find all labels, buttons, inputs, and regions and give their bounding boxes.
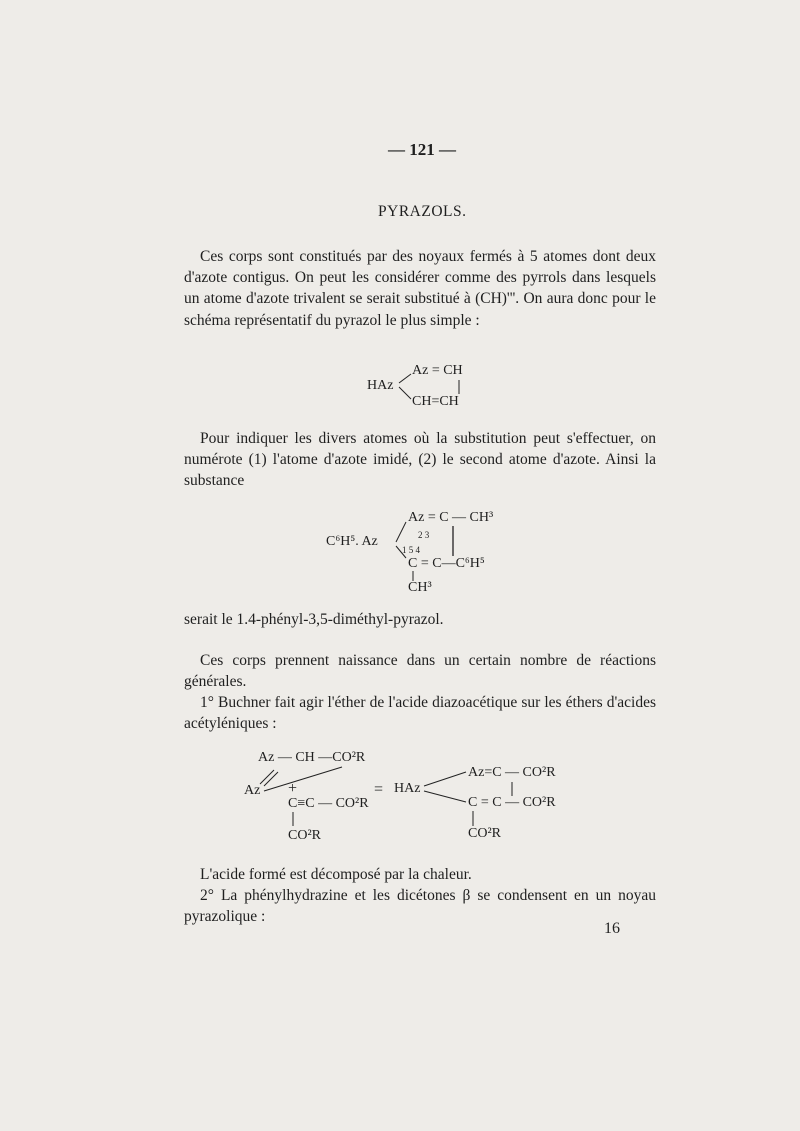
formula1-top: Az = CH	[412, 363, 463, 378]
formula-buchner-reaction	[244, 750, 604, 850]
paragraph-decomposition-text: L'acide formé est décomposé par la chaleur.	[200, 866, 472, 883]
paragraph-decomposition	[184, 864, 656, 885]
formula2-numbers-top: 2 3	[418, 530, 430, 540]
formula3-top-left: Az — CH —CO²R	[258, 750, 366, 765]
formula1-bottom: CH=CH	[412, 394, 459, 409]
formula3-right-sub: CO²R	[468, 826, 501, 841]
signature-mark: 16	[604, 920, 620, 937]
paragraph-numbering-text: Pour indiquer les divers atomes où la substitution peut s'effectuer, on numérote (1) l'atome d'azote imidé, (2) le second atome d'azote. Ainsi la substance	[184, 430, 656, 490]
formula2-bonds	[326, 510, 546, 602]
paragraph-intro	[184, 246, 656, 331]
paragraph-reactions-text: Ces corps prennent naissance dans un certain nombre de réactions générales.	[184, 652, 656, 691]
paragraph-buchner	[184, 692, 656, 734]
formula1-bonds	[365, 363, 485, 415]
paragraph-buchner-text: 1° Buchner fait agir l'éther de l'acide diazoacétique sur les éthers d'acides acétyléniques :	[184, 694, 656, 733]
formula1-left: HAz	[367, 378, 394, 393]
formula2-numbers-bottom: 1 5 4	[402, 545, 420, 555]
formula3-bonds	[244, 750, 604, 850]
formula3-triple: C≡C — CO²R	[288, 796, 369, 811]
formula3-hAz: HAz	[394, 781, 421, 796]
formula2-sub: CH³	[408, 580, 432, 595]
paragraph-reactions	[184, 650, 656, 692]
formula3-right-bottom: C = C — CO²R	[468, 795, 556, 810]
paragraph-numbering	[184, 428, 656, 492]
paragraph-phenylhydrazine-text: 2° La phénylhydrazine et les dicétones β se condensent en un noyau pyrazolique :	[184, 887, 656, 926]
formula2-bottom: C = C—C⁶H⁵	[408, 556, 485, 571]
formula2-left: C⁶H⁵. Az	[326, 534, 378, 549]
formula3-plus: +	[288, 780, 298, 797]
section-title: PYRAZOLS.	[378, 203, 467, 220]
formula-phenyl-dimethyl-pyrazol	[326, 510, 546, 602]
formula3-co2r: CO²R	[288, 828, 321, 843]
page-number: — 121 —	[388, 140, 456, 159]
formula2-top: Az = C — CH³	[408, 510, 494, 525]
formula3-right-top: Az=C — CO²R	[468, 765, 556, 780]
formula3-equals: =	[374, 781, 384, 798]
formula3-az: Az	[244, 783, 261, 798]
formula-pyrazol	[365, 363, 485, 415]
paragraph-intro-text: Ces corps sont constitués par des noyaux fermés à 5 atomes dont deux d'azote contigus. On peut les considérer comme des pyrrols dans lesquels un atome d'azote trivalent se serait substitué à (CH)'''. On aura donc pour le schéma représentatif du pyrazol le plus simple :	[184, 248, 656, 329]
paragraph-name: serait le 1.4-phényl-3,5-diméthyl-pyrazol.	[184, 611, 444, 628]
paragraph-phenylhydrazine	[184, 885, 656, 927]
